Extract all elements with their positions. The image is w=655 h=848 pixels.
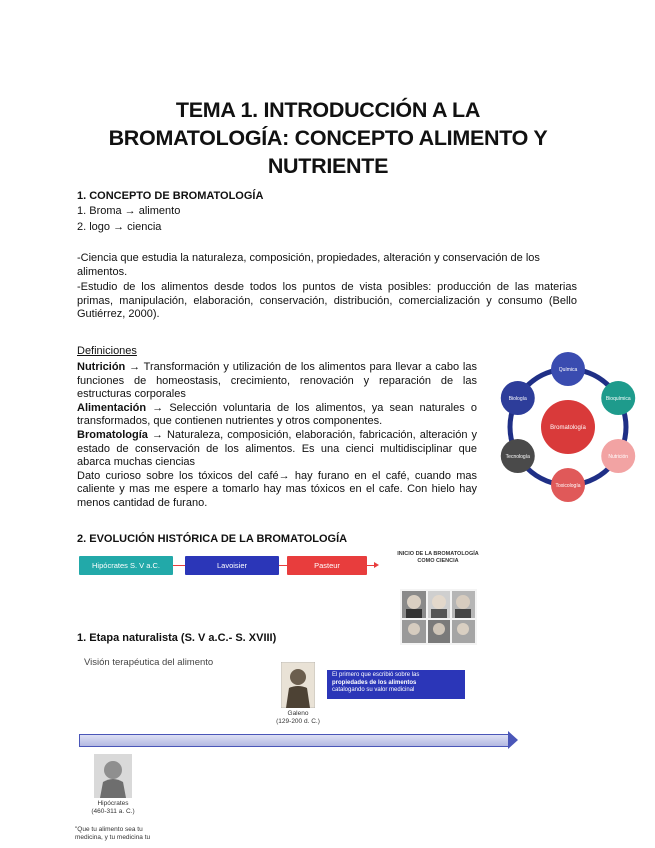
etymology-item-1: 1. Broma → alimento	[77, 205, 181, 217]
timeline-arrow-head-icon	[374, 562, 379, 568]
definition-paragraph-1: -Ciencia que estudia la naturaleza, composición, propiedades, alteración y conservación de los alimentos.	[77, 252, 540, 278]
hipocrates-dates: (460-311 a. C.)	[91, 807, 135, 815]
timeline-label-hipocrates: Hipócrates S. V a.C.	[92, 561, 160, 570]
text-alimentacion: → Selección voluntaria de los alimentos, ya sean naturales o transformados, que contienen nutrientes y otros componentes.	[77, 401, 477, 428]
title-line-1: TEMA 1. INTRODUCCIÓN A LA	[175, 98, 481, 122]
quote-line-1: "Que tu alimento sea tu	[75, 826, 143, 833]
definition-bromatologia	[77, 429, 477, 470]
inicio-ciencia-label: INICIO DE LA BROMATOLOGÍA COMO CIENCIA	[397, 551, 479, 564]
hipocrates-quote	[75, 826, 165, 842]
galeno-dates: (129-200 d. C.)	[276, 717, 320, 725]
galeno-note-line-2: propiedades de los alimentos	[332, 679, 417, 686]
timeline-label-lavoisier: Lavoisier	[216, 561, 247, 570]
wheel-node-label: Bioquímica	[605, 396, 631, 402]
galeno-note-line-3: catalogando su valor medicinal	[332, 687, 415, 693]
definitions-heading: Definiciones	[77, 345, 137, 357]
hipocrates-name: Hipócrates	[97, 800, 129, 807]
timeline-connector-2	[279, 565, 287, 566]
definition-alimentacion	[77, 402, 477, 429]
definition-paragraph-2: -Estudio de los alimentos desde todos los puntos de vista posibles: producción de las materias primas, manipulación, elaboración, conservación, distribución, comercialización y consumo (Bello Gutiérrez, 2000).	[77, 281, 577, 321]
quote-line-2: medicina, y tu medicina tu	[75, 834, 151, 841]
wheel-node-label: Tecnología	[505, 454, 530, 460]
wheel-node-label: Química	[558, 367, 578, 373]
curiosity-note: Dato curioso sobre los tóxicos del café→ hay furano en el café, cuando mas caliente y mas me espere a tomarlo hay mas tóxicos en el cafe. Con hielo hay menos cantidad de furano.	[77, 469, 477, 509]
term-nutricion: Nutrición	[77, 361, 126, 373]
etymology-item-2: 2. logo → ciencia	[77, 221, 162, 233]
term-alimentacion: Alimentación	[77, 401, 147, 414]
section-1-heading: 1. CONCEPTO DE BROMATOLOGÍA	[77, 190, 264, 202]
title-line-2: BROMATOLOGÍA: CONCEPTO ALIMENTO Y	[108, 126, 548, 150]
term-bromatologia: Bromatología	[77, 428, 148, 441]
wheel-center-label: Bromatología	[550, 425, 586, 431]
timeline-box-pasteur	[287, 556, 367, 575]
timeline-box-hipocrates	[79, 556, 173, 575]
wheel-node-label: Toxicología	[555, 483, 581, 489]
page-title	[60, 96, 596, 180]
stage-1-heading: 1. Etapa naturalista (S. V a.C.- S. XVIII)	[77, 632, 277, 644]
text-bromatologia: → Naturaleza, composición, elaboración, fabricación, alteración y estado de conservación de los alimentos. Es una cienci multidisciplinar que abarca muchas ciencias	[77, 428, 477, 469]
galeno-note-line-1: El primero que escribió sobre las	[332, 672, 420, 678]
hipocrates-caption	[80, 800, 146, 815]
galeno-note-box	[327, 670, 465, 699]
definition-nutricion	[77, 361, 477, 402]
section-2-heading: 2. EVOLUCIÓN HISTÓRICA DE LA BROMATOLOGÍA	[77, 533, 348, 545]
timeline-box-lavoisier	[185, 556, 279, 575]
timeline-bar-arrow-icon	[508, 731, 518, 749]
galeno-portrait-image	[281, 662, 315, 708]
vision-terapeutica-label: Visión terapéutica del alimento	[84, 657, 214, 668]
title-line-3: NUTRIENTE	[267, 154, 389, 178]
galeno-caption	[268, 710, 328, 725]
wheel-node-label: Nutrición	[608, 454, 629, 460]
scientists-portraits-image	[400, 589, 477, 645]
text-nutricion: → Transformación y utilización de los alimentos para llevar a cabo las funciones de homeostasis, crecimiento, renovación y reparación de las estructuras corporales	[77, 361, 477, 401]
timeline-bar	[79, 734, 509, 747]
timeline-label-pasteur: Pasteur	[314, 561, 340, 570]
bromatology-wheel-diagram	[490, 335, 650, 510]
wheel-node-label: Biología	[508, 396, 527, 402]
definitions-block	[77, 361, 477, 511]
timeline-connector-1	[173, 565, 185, 566]
galeno-name: Galeno	[287, 710, 309, 717]
hipocrates-portrait-image	[94, 754, 132, 798]
